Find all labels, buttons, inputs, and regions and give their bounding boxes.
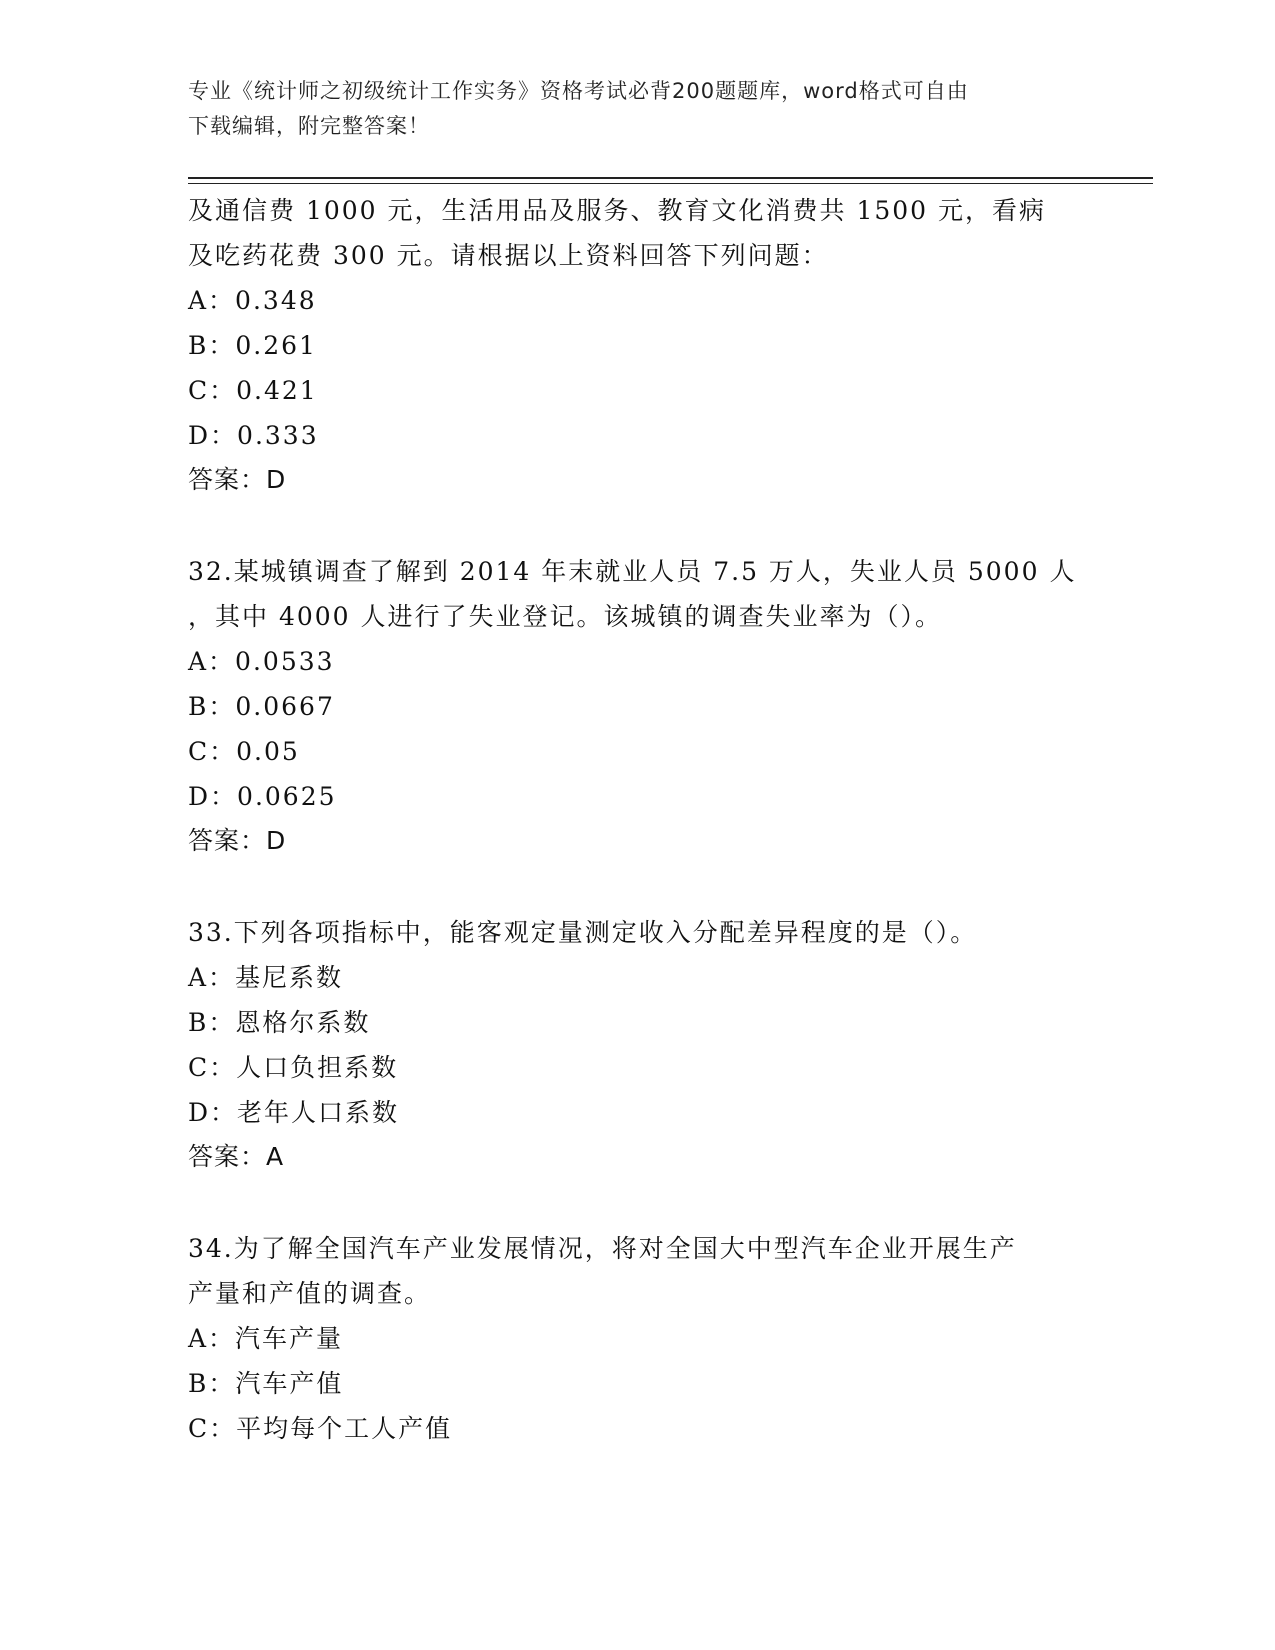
answer-label: 答案：D — [188, 826, 287, 855]
question-32 — [188, 549, 1077, 863]
option-d: D：0.0625 — [188, 782, 337, 811]
question-33 — [188, 910, 1068, 1179]
option-c: C：平均每个工人产值 — [188, 1414, 453, 1443]
option-c: C：0.421 — [188, 376, 318, 405]
option-d: D：0.333 — [188, 421, 319, 450]
option-b: B：0.0667 — [188, 692, 335, 721]
page-header — [188, 74, 1068, 144]
option-a: A：0.0533 — [188, 647, 335, 676]
question-text-line: ，其中 4000 人进行了失业登记。该城镇的调查失业率为（）。 — [188, 602, 943, 631]
document-body — [188, 188, 1077, 1451]
question-text-line: 32.某城镇调查了解到 2014 年末就业人员 7.5 万人，失业人员 5000 人 — [188, 557, 1077, 586]
question-text-line: 及吃药花费 300 元。请根据以上资料回答下列问题： — [188, 241, 829, 270]
option-b: B：恩格尔系数 — [188, 1008, 371, 1037]
header-divider-thick — [188, 177, 1153, 179]
option-d: D：老年人口系数 — [188, 1098, 400, 1127]
question-34 — [188, 1226, 1068, 1451]
question-text-line: 34.为了解全国汽车产业发展情况，将对全国大中型汽车企业开展生产 — [188, 1234, 1017, 1263]
question-text-line: 33.下列各项指标中，能客观定量测定收入分配差异程度的是（）。 — [188, 918, 978, 947]
answer-label: 答案：A — [188, 1142, 285, 1171]
question-31-continuation — [188, 188, 1068, 502]
option-c: C：0.05 — [188, 737, 300, 766]
question-text-line: 及通信费 1000 元，生活用品及服务、教育文化消费共 1500 元，看病 — [188, 196, 1047, 225]
question-text-line: 产量和产值的调查。 — [188, 1279, 432, 1308]
option-a: A：0.348 — [188, 286, 317, 315]
answer-label: 答案：D — [188, 465, 287, 494]
option-a: A：基尼系数 — [188, 963, 344, 992]
option-b: B：0.261 — [188, 331, 317, 360]
option-c: C：人口负担系数 — [188, 1053, 399, 1082]
header-divider-thin — [188, 183, 1153, 184]
header-line-1: 专业《统计师之初级统计工作实务》资格考试必背200题题库，word格式可自由 — [188, 79, 969, 103]
option-a: A：汽车产量 — [188, 1324, 344, 1353]
header-line-2: 下载编辑，附完整答案！ — [188, 114, 430, 138]
option-b: B：汽车产值 — [188, 1369, 344, 1398]
